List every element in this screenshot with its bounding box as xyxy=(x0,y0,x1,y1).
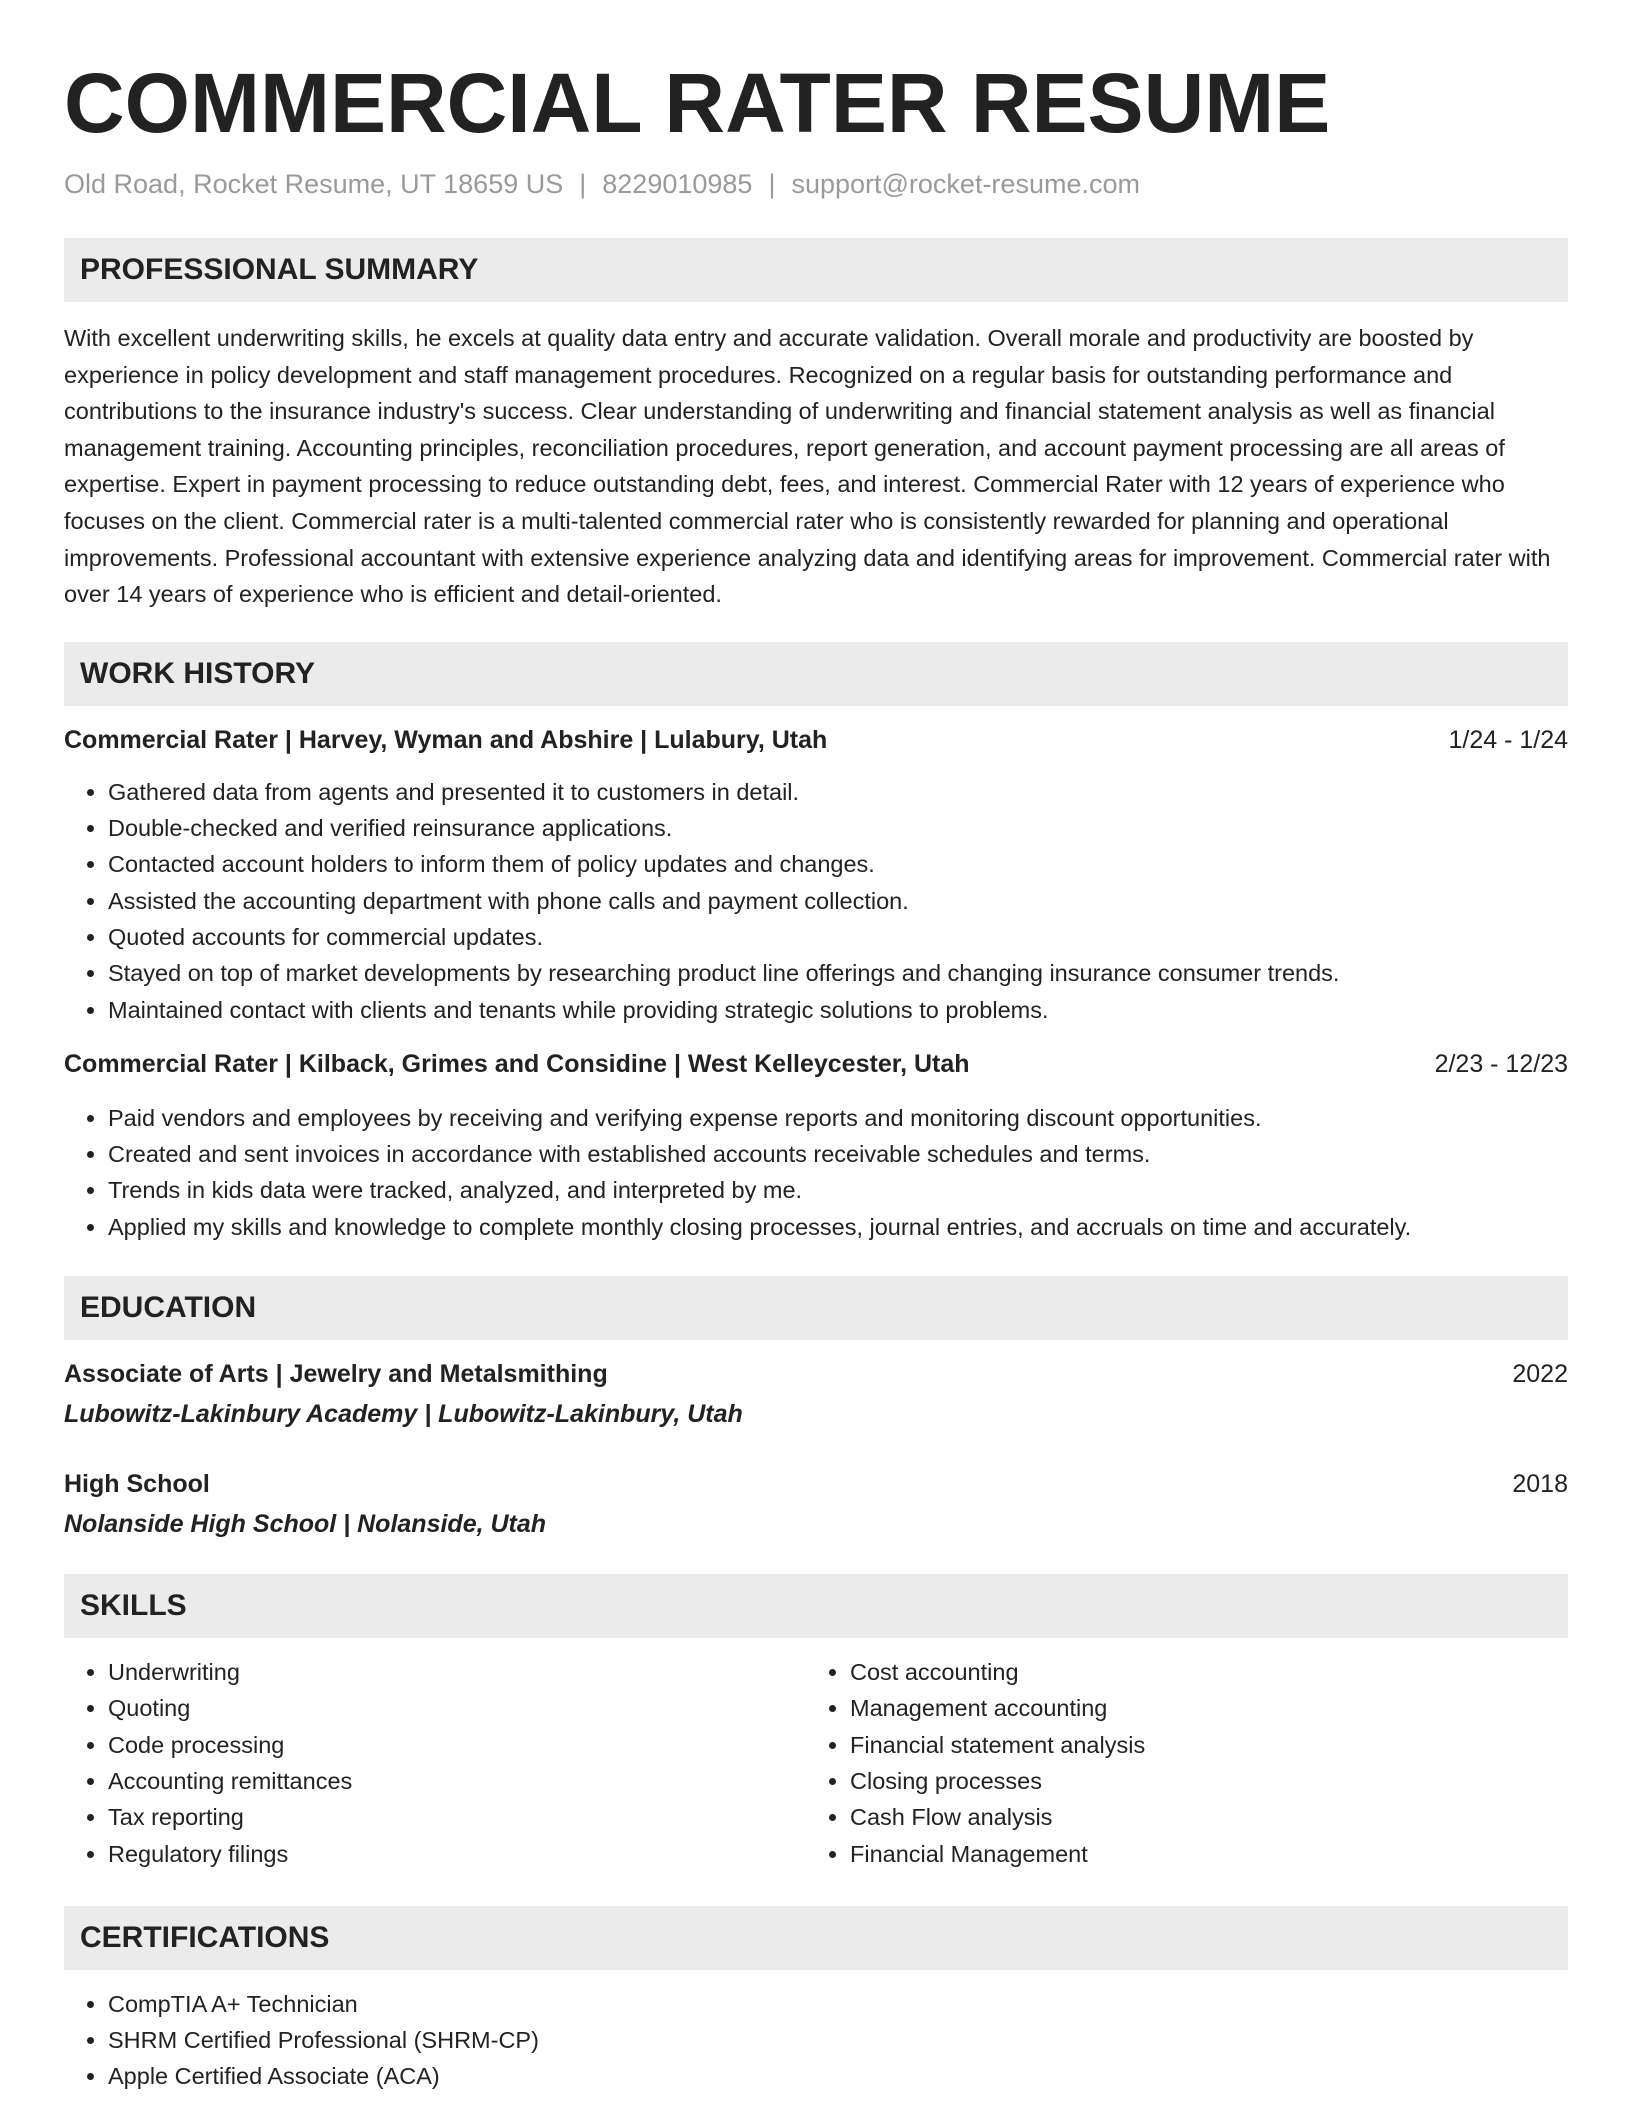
resume-title: COMMERCIAL RATER RESUME xyxy=(64,56,1331,150)
education-header xyxy=(64,1357,1568,1391)
list-item: • Accounting remittances xyxy=(108,1763,806,1799)
skills-column-left xyxy=(64,1654,806,1872)
list-item: • Apple Certified Associate (ACA) xyxy=(108,2058,1568,2094)
education-year: 2022 xyxy=(1512,1360,1568,1389)
job-bullets xyxy=(64,774,1568,1028)
list-item: • CompTIA A+ Technician xyxy=(108,1986,1568,2022)
contact-separator: | xyxy=(579,169,587,199)
contact-phone: 8229010985 xyxy=(602,169,753,199)
job-title: Commercial Rater | Kilback, Grimes and Considine | West Kelleycester, Utah xyxy=(64,1049,970,1078)
section-header-work-history: WORK HISTORY xyxy=(64,642,1568,706)
contact-address: Old Road, Rocket Resume, UT 18659 US xyxy=(64,169,564,199)
list-item: • Maintained contact with clients and tenants while providing strategic solutions to problems. xyxy=(108,992,1568,1028)
education-degree: High School xyxy=(64,1470,210,1499)
contact-line xyxy=(64,168,1568,200)
list-item: • Stayed on top of market developments by researching product line offerings and changing insurance consumer trends. xyxy=(108,955,1568,991)
job-bullets xyxy=(64,1100,1568,1245)
skills-grid xyxy=(64,1654,1568,1872)
contact-email: support@rocket-resume.com xyxy=(791,169,1140,199)
education-degree: Associate of Arts | Jewelry and Metalsmithing xyxy=(64,1360,608,1389)
summary-text: With excellent underwriting skills, he excels at quality data entry and accurate validation. Overall morale and productivity are boosted by experience in policy development and staff management procedures. Recognized on a regular basis for outstanding performance and contributions to the insurance industry's success. Clear understanding of underwriting and financial statement analysis as well as financial management training. Accounting principles, reconciliation procedures, report generation, and account payment processing are all areas of expertise. Expert in payment processing to reduce outstanding debt, fees, and interest. Commercial Rater with 12 years of experience who focuses on the client. Commercial rater is a multi-talented commercial rater who is consistently rewarded for planning and operational improvements. Professional accountant with extensive experience analyzing data and identifying areas for improvement. Commercial rater with over 14 years of experience who is efficient and detail-oriented. xyxy=(64,325,1551,608)
list-item: • Applied my skills and knowledge to complete monthly closing processes, journal entries, and accruals on time and accurately. xyxy=(108,1209,1568,1245)
list-item: • Management accounting xyxy=(850,1690,1548,1726)
list-item: • Contacted account holders to inform them of policy updates and changes. xyxy=(108,846,1568,882)
list-item: • Gathered data from agents and presented it to customers in detail. xyxy=(108,774,1568,810)
education-school: Nolanside High School | Nolanside, Utah xyxy=(64,1510,547,1539)
list-item: • Cost accounting xyxy=(850,1654,1548,1690)
list-item: • Assisted the accounting department with phone calls and payment collection. xyxy=(108,883,1568,919)
list-item: • Quoted accounts for commercial updates. xyxy=(108,919,1568,955)
list-item: • Underwriting xyxy=(108,1654,806,1690)
skills-list xyxy=(806,1654,1548,1872)
list-item: • Regulatory filings xyxy=(108,1836,806,1872)
list-item: • Financial Management xyxy=(850,1836,1548,1872)
list-item: • Created and sent invoices in accordance with established accounts receivable schedules and terms. xyxy=(108,1136,1568,1172)
list-item: • Trends in kids data were tracked, analyzed, and interpreted by me. xyxy=(108,1172,1568,1208)
contact-separator: | xyxy=(768,169,776,199)
list-item: • SHRM Certified Professional (SHRM-CP) xyxy=(108,2022,1568,2058)
list-item: • Closing processes xyxy=(850,1763,1548,1799)
section-header-skills: SKILLS xyxy=(64,1574,1568,1638)
education-header xyxy=(64,1467,1568,1501)
list-item: • Financial statement analysis xyxy=(850,1727,1548,1763)
list-item: • Double-checked and verified reinsurance applications. xyxy=(108,810,1568,846)
section-header-certifications: CERTIFICATIONS xyxy=(64,1906,1568,1970)
job-dates: 1/24 - 1/24 xyxy=(1448,725,1568,754)
list-item: • Paid vendors and employees by receiving and verifying expense reports and monitoring discount opportunities. xyxy=(108,1100,1568,1136)
job-entry xyxy=(64,1047,1568,1245)
section-header-education: EDUCATION xyxy=(64,1276,1568,1340)
job-title: Commercial Rater | Harvey, Wyman and Abshire | Lulabury, Utah xyxy=(64,725,828,754)
skills-list xyxy=(64,1654,806,1872)
education-entry xyxy=(64,1357,1568,1431)
list-item: • Cash Flow analysis xyxy=(850,1799,1548,1835)
job-entry xyxy=(64,723,1568,1028)
skills-column-right xyxy=(806,1654,1548,1872)
education-year: 2018 xyxy=(1512,1470,1568,1499)
list-item: • Tax reporting xyxy=(108,1799,806,1835)
list-item: • Code processing xyxy=(108,1727,806,1763)
job-dates: 2/23 - 12/23 xyxy=(1434,1049,1568,1078)
list-item: • Quoting xyxy=(108,1690,806,1726)
section-header-summary: PROFESSIONAL SUMMARY xyxy=(64,238,1568,302)
education-entry xyxy=(64,1467,1568,1541)
certifications-list xyxy=(64,1986,1568,2095)
education-school: Lubowitz-Lakinbury Academy | Lubowitz-Lakinbury, Utah xyxy=(64,1400,743,1429)
job-header xyxy=(64,1047,1568,1081)
job-header xyxy=(64,723,1568,757)
